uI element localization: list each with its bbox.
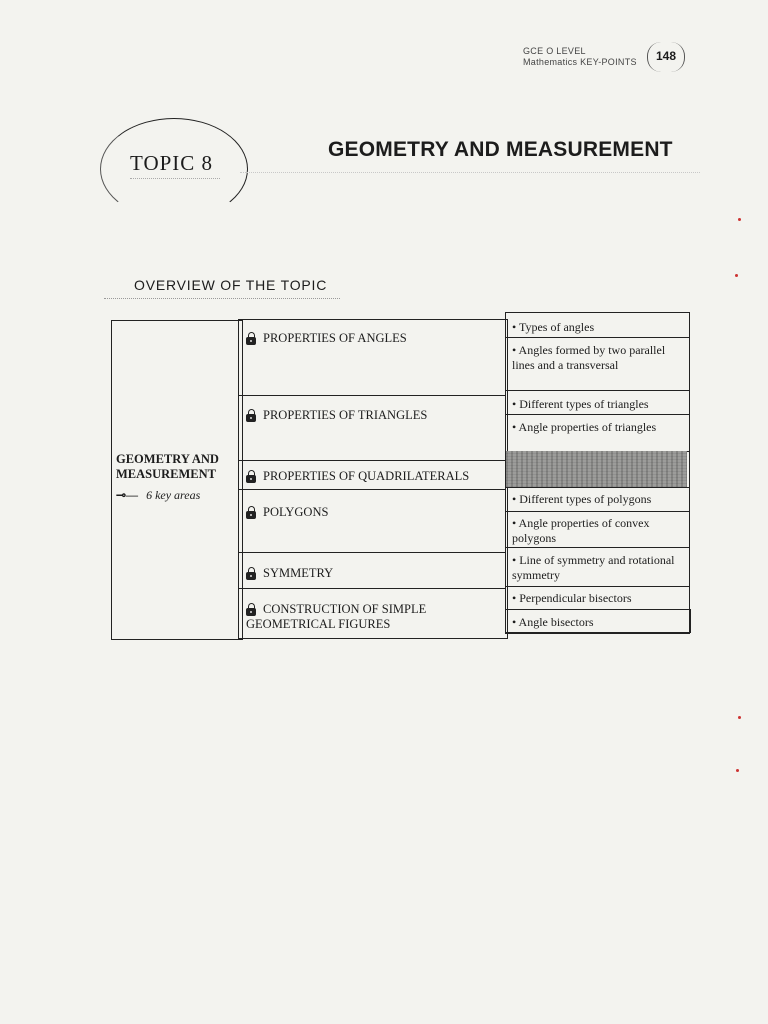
main-area-label-line-1: GEOMETRY AND	[116, 452, 219, 466]
sub-divider	[505, 547, 689, 548]
header-line-2: Mathematics KEY-POINTS	[523, 57, 637, 67]
subtopic: • Angle bisectors	[512, 615, 594, 629]
scan-speck	[738, 716, 741, 719]
area-label: PROPERTIES OF QUADRILATERALS	[263, 469, 470, 483]
scan-speck	[735, 274, 738, 277]
subtopic: • Different types of triangles	[512, 397, 649, 411]
area-label: SYMMETRY	[263, 566, 334, 580]
key-areas-text: 6 key areas	[146, 488, 201, 502]
subtopic: • Line of symmetry and rotational symmetry	[512, 553, 675, 582]
header-text	[523, 46, 637, 68]
area-properties-of-triangles	[246, 408, 427, 423]
subtopic: • Angle properties of triangles	[512, 420, 657, 434]
sub-divider	[505, 632, 691, 633]
header-line-1: GCE O LEVEL	[523, 46, 586, 56]
sub-divider	[505, 586, 689, 587]
area-label: PROPERTIES OF ANGLES	[263, 331, 407, 345]
subtopic: • Perpendicular bisectors	[512, 591, 632, 605]
area-label: POLYGONS	[263, 505, 329, 519]
page-number-frame	[647, 42, 685, 72]
area-label-line-1: CONSTRUCTION OF SIMPLE	[263, 602, 427, 616]
row-divider	[238, 395, 506, 396]
sub-divider	[690, 609, 691, 633]
key-icon: ⊸—	[116, 488, 139, 502]
sub-divider	[505, 511, 689, 512]
row-divider	[238, 552, 506, 553]
lock-icon	[246, 506, 256, 518]
scan-smudge	[506, 451, 687, 487]
row-divider	[238, 489, 506, 490]
sub-divider	[505, 414, 689, 415]
area-properties-of-angles	[246, 331, 407, 346]
subtopic: • Angles formed by two parallel lines and a transversal	[512, 343, 666, 372]
scan-speck	[736, 769, 739, 772]
scan-speck	[738, 218, 741, 221]
area-label: PROPERTIES OF TRIANGLES	[263, 408, 428, 422]
main-area-label	[116, 452, 219, 482]
lock-icon	[246, 332, 256, 344]
main-area-label-line-2: MEASUREMENT	[116, 467, 217, 481]
title-rule	[240, 172, 700, 173]
sub-divider	[505, 609, 689, 610]
overview-rule	[104, 298, 340, 299]
lock-icon	[246, 603, 256, 615]
sub-divider	[505, 390, 689, 391]
overview-heading: OVERVIEW OF THE TOPIC	[134, 277, 328, 293]
area-label-line-2: GEOMETRICAL FIGURES	[246, 617, 391, 631]
subtopic: • Different types of polygons	[512, 492, 652, 506]
lock-icon	[246, 470, 256, 482]
subtopic: • Angle properties of convex polygons	[512, 516, 650, 545]
sub-divider	[505, 487, 689, 488]
topic-label: TOPIC 8	[130, 151, 214, 175]
area-polygons	[246, 505, 328, 520]
area-construction	[246, 602, 426, 632]
key-areas-note	[116, 488, 200, 503]
lock-icon	[246, 409, 256, 421]
area-symmetry	[246, 566, 333, 581]
sub-divider	[505, 337, 689, 338]
subtopic: • Types of angles	[512, 320, 595, 334]
row-divider	[238, 588, 506, 589]
lock-icon	[246, 567, 256, 579]
topic-underline	[130, 178, 220, 179]
page-title: GEOMETRY AND MEASUREMENT	[328, 138, 673, 161]
row-divider	[238, 460, 506, 461]
area-properties-of-quadrilaterals	[246, 469, 469, 484]
page-number: 148	[655, 49, 677, 63]
page-header	[505, 40, 695, 76]
